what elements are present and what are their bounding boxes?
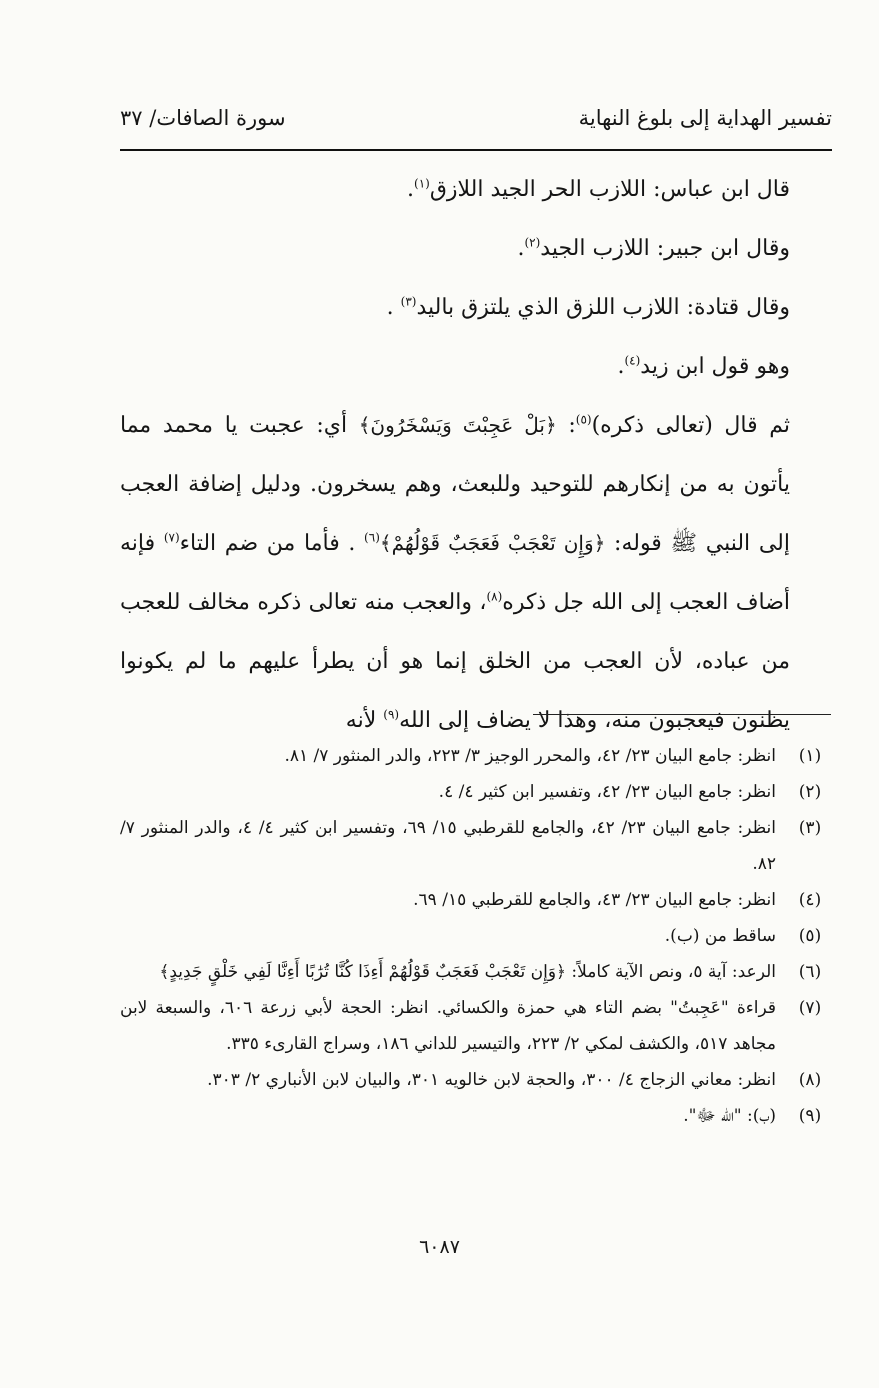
- punctuation: .: [407, 177, 415, 202]
- punctuation: .: [517, 236, 525, 261]
- footnote: [120, 810, 832, 882]
- footnote: [120, 918, 832, 954]
- paragraph-text: لأنه: [345, 708, 384, 733]
- footnote-text: (ب): "الله ﷻ".: [683, 1106, 776, 1126]
- paragraph-text: أي: عجبت يا محمد مما يأتون به من إنكارهم للتوحيد وللبعث، وهم يسخرون. ودليل إضافة العجب إلى النبي ﷺ قوله:: [120, 413, 790, 556]
- footnote-number: (٢): [798, 782, 822, 802]
- header-rule: [120, 149, 832, 151]
- footnote-ref-2[interactable]: (٢): [524, 235, 541, 250]
- footnote-number: (٩): [798, 1106, 822, 1126]
- book-title: تفسير الهداية إلى بلوغ النهاية: [578, 106, 832, 130]
- paragraph-ibn-abbas: [120, 160, 832, 219]
- footnote-number: (٥): [798, 926, 822, 946]
- footnote-ref-8[interactable]: (٨): [486, 589, 503, 604]
- paragraph-text: قال ابن عباس: اللازب الحر الجيد اللازق: [429, 177, 790, 202]
- main-text: [120, 160, 832, 750]
- paragraph-text: وقال ابن جبير: اللازب الجيد: [540, 236, 790, 261]
- surah-title: سورة الصافات/ ٣٧: [120, 106, 286, 130]
- punctuation: .: [386, 295, 401, 320]
- footnote: [120, 990, 832, 1062]
- footnote: [120, 738, 832, 774]
- paragraph-ibn-zayd: [120, 337, 832, 396]
- footnote-ref-3[interactable]: (٣): [400, 294, 417, 309]
- footnote-number: (٤): [798, 890, 822, 910]
- footnote-ref-7[interactable]: (٧): [163, 530, 180, 545]
- paragraph-text: فإنه أضاف العجب إلى الله جل ذكره: [120, 531, 790, 615]
- paragraph-text: . فأما من ضم التاء: [179, 531, 365, 556]
- footnote-number: (٧): [798, 998, 822, 1018]
- footnote-number: (٣): [798, 818, 822, 838]
- punctuation: :: [556, 413, 576, 438]
- running-header: [120, 100, 832, 140]
- paragraph-ibn-jubayr: [120, 219, 832, 278]
- footnote-text: انظر: جامع البيان ٢٣/ ٤٣، والجامع للقرطبي ١٥/ ٦٩.: [413, 890, 776, 910]
- paragraph-commentary: [120, 396, 832, 750]
- footnote-text: ساقط من (ب).: [664, 926, 776, 946]
- footnote: [120, 954, 832, 990]
- footnote-text: قراءة "عَجِبتُ" بضم التاء هي حمزة والكسائي. انظر: الحجة لأبي زرعة ٦٠٦، والسبعة لابن مجاهد ٥١٧، والكشف لمكي ٢/ ٢٢٣، والتيسير للداني ١٨٦، وسراج القارىء ٣٣٥.: [120, 998, 777, 1054]
- paragraph-text: ، والعجب منه تعالى ذكره مخالف للعجب من عباده، لأن العجب من الخلق إنما هو أن يطرأ عليهم ما لم يكونوا يظنون فيعجبون منه، وهذا لا يضاف إلى الله: [120, 590, 790, 733]
- footnote-ref-9[interactable]: (٩): [383, 707, 400, 722]
- footnote: [120, 774, 832, 810]
- footnote-number: (٨): [798, 1070, 822, 1090]
- footnote: [120, 1062, 832, 1098]
- footnote-text: انظر: جامع البيان ٢٣/ ٤٢، والجامع للقرطبي ١٥/ ٦٩، وتفسير ابن كثير ٤/ ٤، والدر المنثور ٧/ ٨٢.: [120, 818, 776, 874]
- footnote-number: (٦): [798, 962, 822, 982]
- footnote-text: انظر: معاني الزجاج ٤/ ٣٠٠، والحجة لابن خالويه ٣٠١، والبيان لابن الأنباري ٢/ ٣٠٣.: [207, 1070, 776, 1090]
- paragraph-text: ثم قال (تعالى ذكره): [591, 413, 790, 438]
- footnote-ref-5[interactable]: (٥): [575, 412, 592, 427]
- quran-verse: ﴿بَلْ عَجِبْتَ وَيَسْخَرُونَ﴾: [358, 413, 557, 437]
- footnote-text: انظر: جامع البيان ٢٣/ ٤٢، والمحرر الوجيز ٣/ ٢٢٣، والدر المنثور ٧/ ٨١.: [284, 746, 776, 766]
- footnote-separator: [533, 714, 831, 715]
- paragraph-text: وهو قول ابن زيد: [640, 354, 790, 379]
- punctuation: .: [617, 354, 625, 379]
- footnote-text: انظر: جامع البيان ٢٣/ ٤٢، وتفسير ابن كثير ٤/ ٤.: [438, 782, 776, 802]
- footnotes: [120, 738, 832, 1134]
- footnote-ref-4[interactable]: (٤): [624, 353, 641, 368]
- paragraph-text: وقال قتادة: اللازب اللزق الذي يلتزق باليد: [416, 295, 790, 320]
- footnote-number: (١): [798, 746, 822, 766]
- footnote: [120, 1098, 832, 1134]
- quran-verse: ﴿وَإِن تَعْجَبْ فَعَجَبٌ قَوْلُهُمْ﴾: [379, 531, 606, 555]
- footnote-text: الرعد: آية ٥، ونص الآية كاملاً: ﴿وَإِن تَعْجَبْ فَعَجَبٌ قَوْلُهُمْ أَءِذَا كُنَّا تُرَٰبًا أَءِنَّا لَفِي خَلْقٍ جَدِيدٍ﴾: [159, 962, 776, 982]
- footnote-ref-1[interactable]: (١): [414, 176, 430, 191]
- page-number: ٦٠٨٧: [419, 1236, 460, 1258]
- footnote-ref-6[interactable]: (٦): [364, 530, 380, 545]
- footnote: [120, 882, 832, 918]
- paragraph-qatada: [120, 278, 832, 337]
